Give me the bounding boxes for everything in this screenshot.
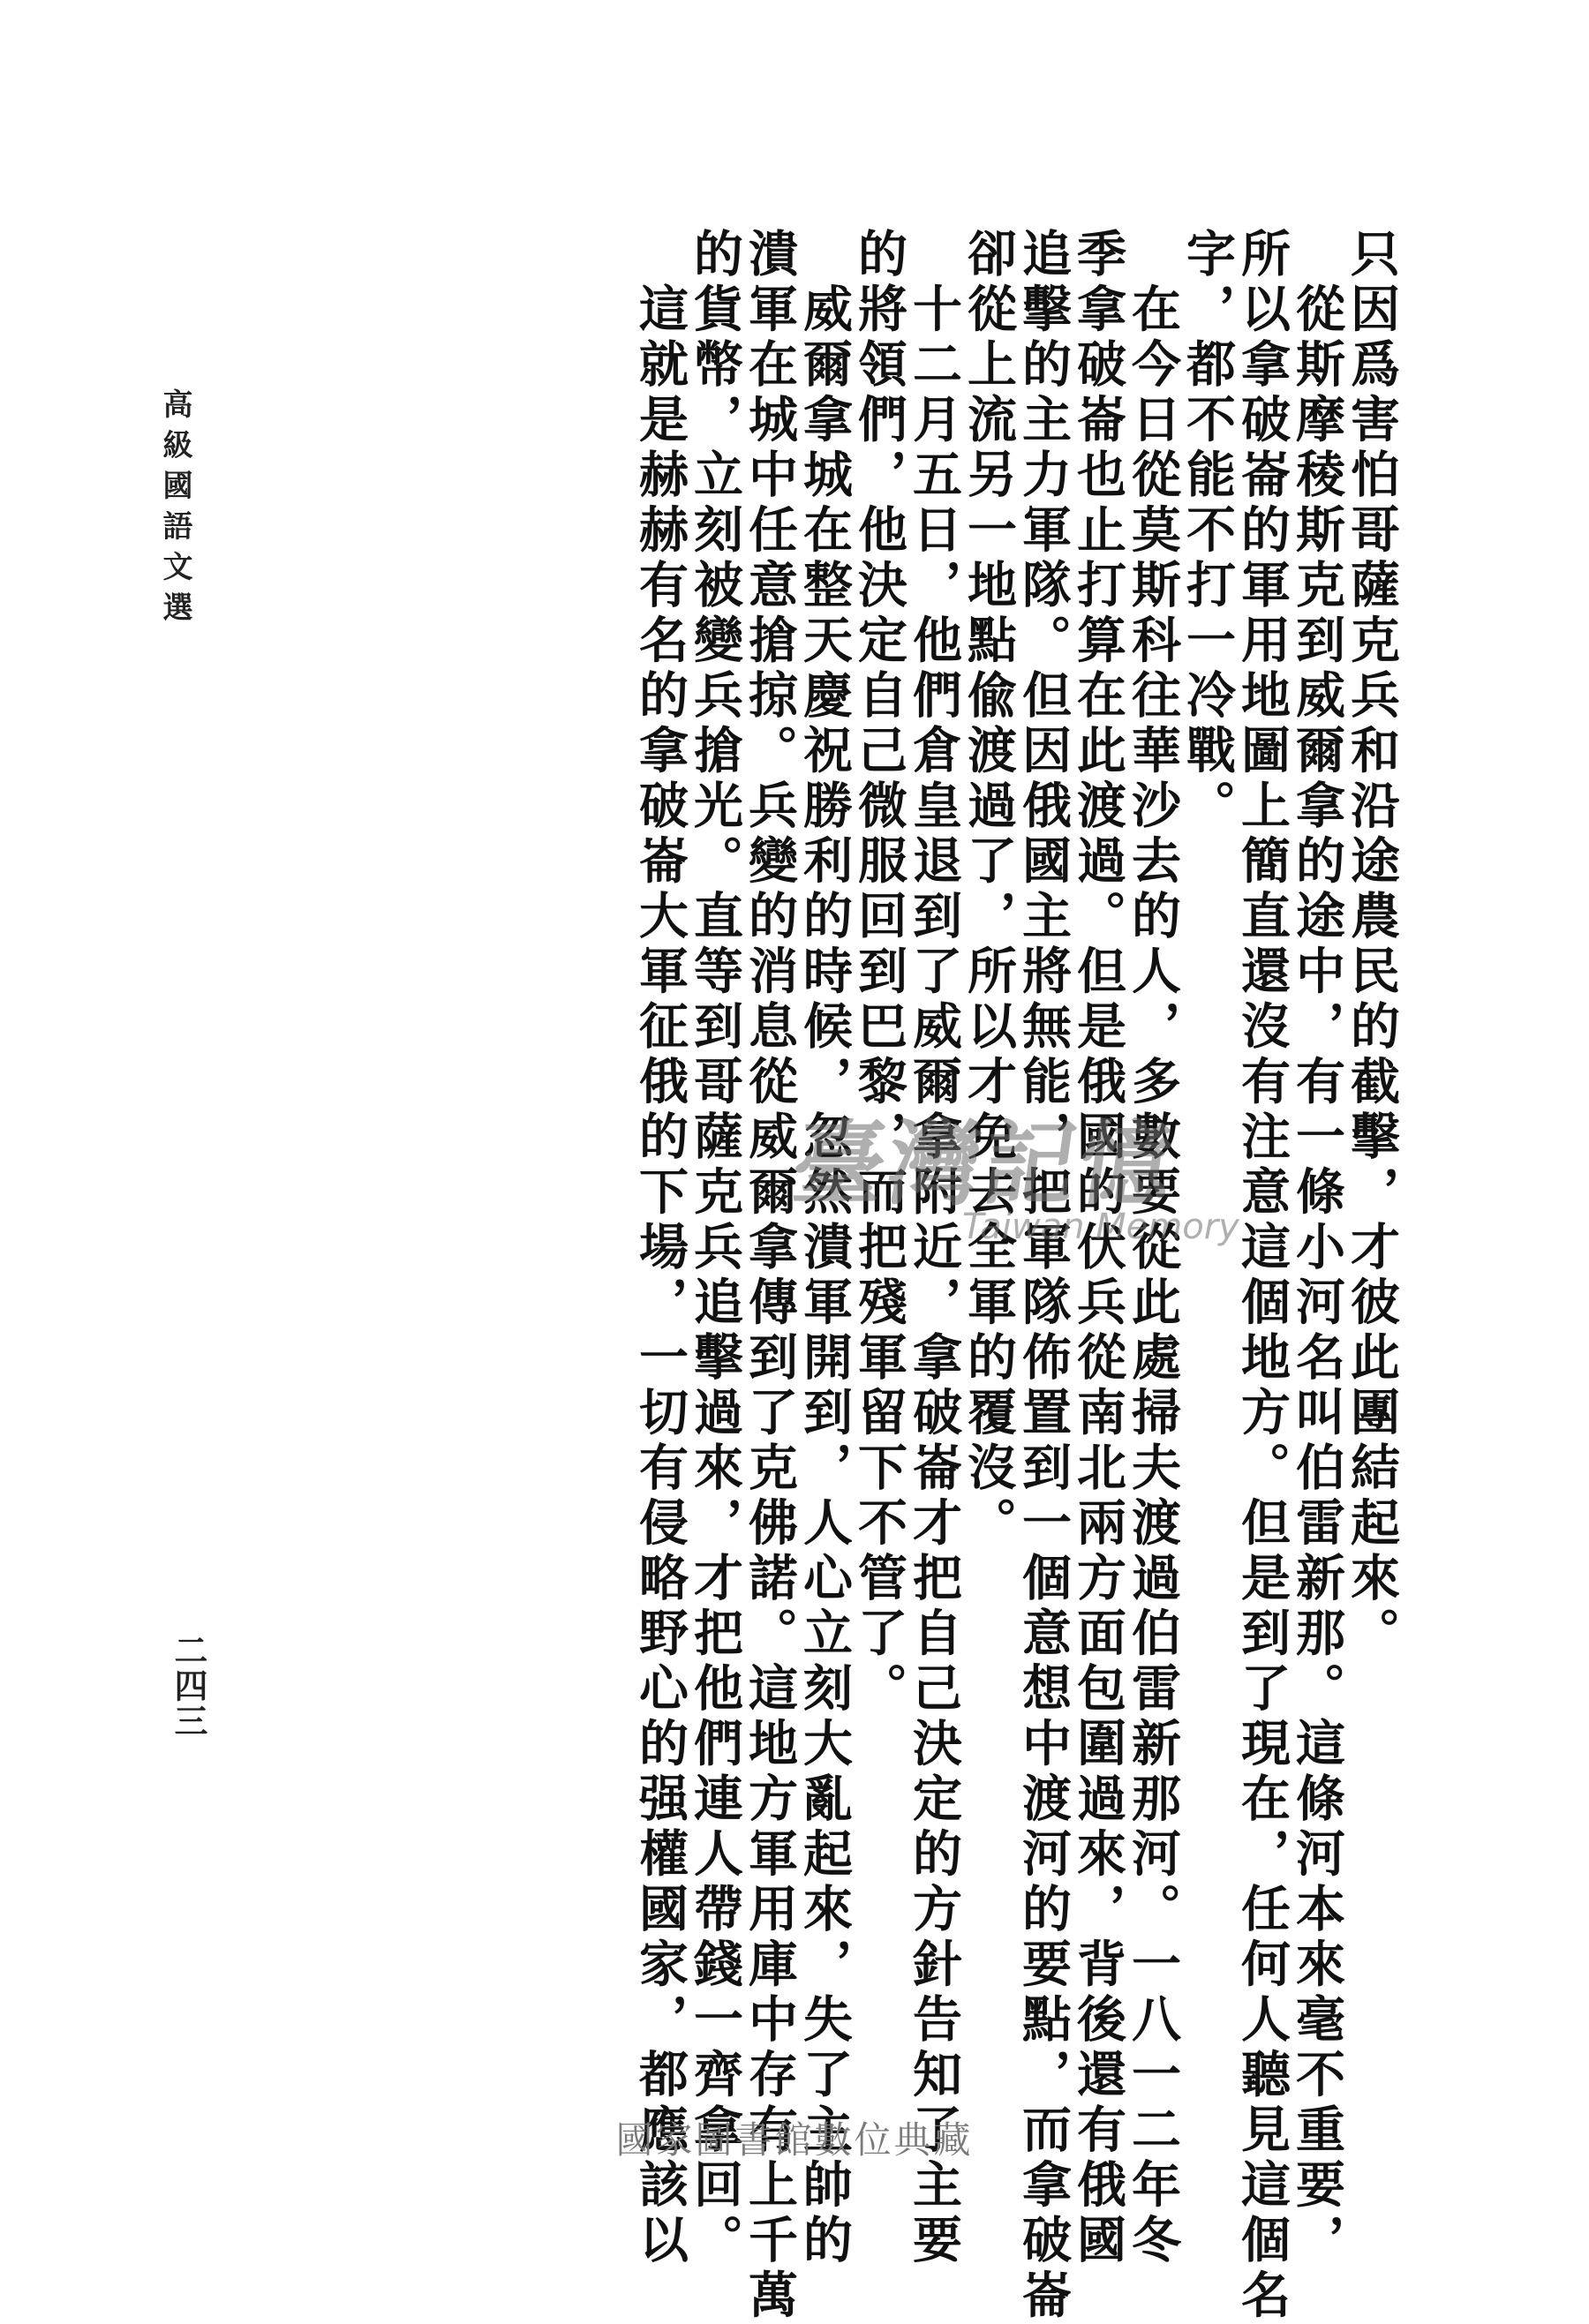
watermark-subtitle: Taiwan Memory — [962, 1207, 1239, 1247]
page-number: 二四三 — [169, 1633, 208, 1739]
text-column-3: 所以拿破崙的軍用地圖上簡直還沒有注意這個地方。但是到了現在，任何人聽見這個名 — [1233, 228, 1292, 2324]
text-column-6: 季拿破崙也止打算在此渡過。但是俄國的伏兵從南北兩方面包圍過來，背後還有俄國 — [1069, 228, 1127, 2269]
text-column-14: 這就是赫赫有名的拿破崙大軍征俄的下場，一切有侵略野心的强權國家，都應該以 — [631, 228, 689, 2269]
text-column-11: 威爾拿城在整天慶祝勝利的時候，忽然潰軍開到，人心立刻大亂起來，失了主帥的 — [795, 228, 854, 2269]
text-column-2: 從斯摩稜斯克到威爾拿的途中，有一條小河名叫伯雷新那。這條河本來毫不重要， — [1288, 228, 1346, 2269]
running-head: 高級國語文選 — [157, 388, 192, 632]
text-column-7: 追擊的主力軍隊。但因俄國主將無能，把軍隊佈置到一個意想中渡河的要點，而拿破崙 — [1014, 228, 1073, 2324]
text-column-13: 的貨幣，立刻被變兵搶光。直等到哥薩克兵追擊過來，才把他們連人帶錢一齊拿回。 — [686, 228, 744, 2269]
footer-credit: 國家圖書館數位典藏 — [615, 2118, 974, 2162]
text-column-4: 字，都不能不打一冷戰。 — [1179, 228, 1237, 835]
text-column-1: 只因爲害怕哥薩克兵和沿途農民的截擊，才彼此團結起來。 — [1343, 228, 1401, 1662]
text-column-5: 在今日從莫斯科往華沙去的人，多數要從此處掃夫渡過伯雷新那河。一八一二年冬 — [1124, 228, 1182, 2269]
watermark-title: 臺灣記憶 — [786, 1109, 1183, 1218]
text-column-10: 的將領們，他決定自己微服回到巴黎，而把殘軍留下不管了。 — [850, 228, 908, 1718]
text-column-12: 潰軍在城中任意搶掠。兵變的消息從威爾拿傳到了克佛諾。這地方軍用庫中存有上千萬 — [741, 228, 799, 2324]
text-column-9: 十二月五日，他們倉皇退到了威爾拿附近，拿破崙才把自己決定的方針告知了主要 — [905, 228, 963, 2269]
text-column-8: 卻從上流另一地點偸渡過了，所以才免去全軍的覆沒。 — [960, 228, 1018, 1552]
